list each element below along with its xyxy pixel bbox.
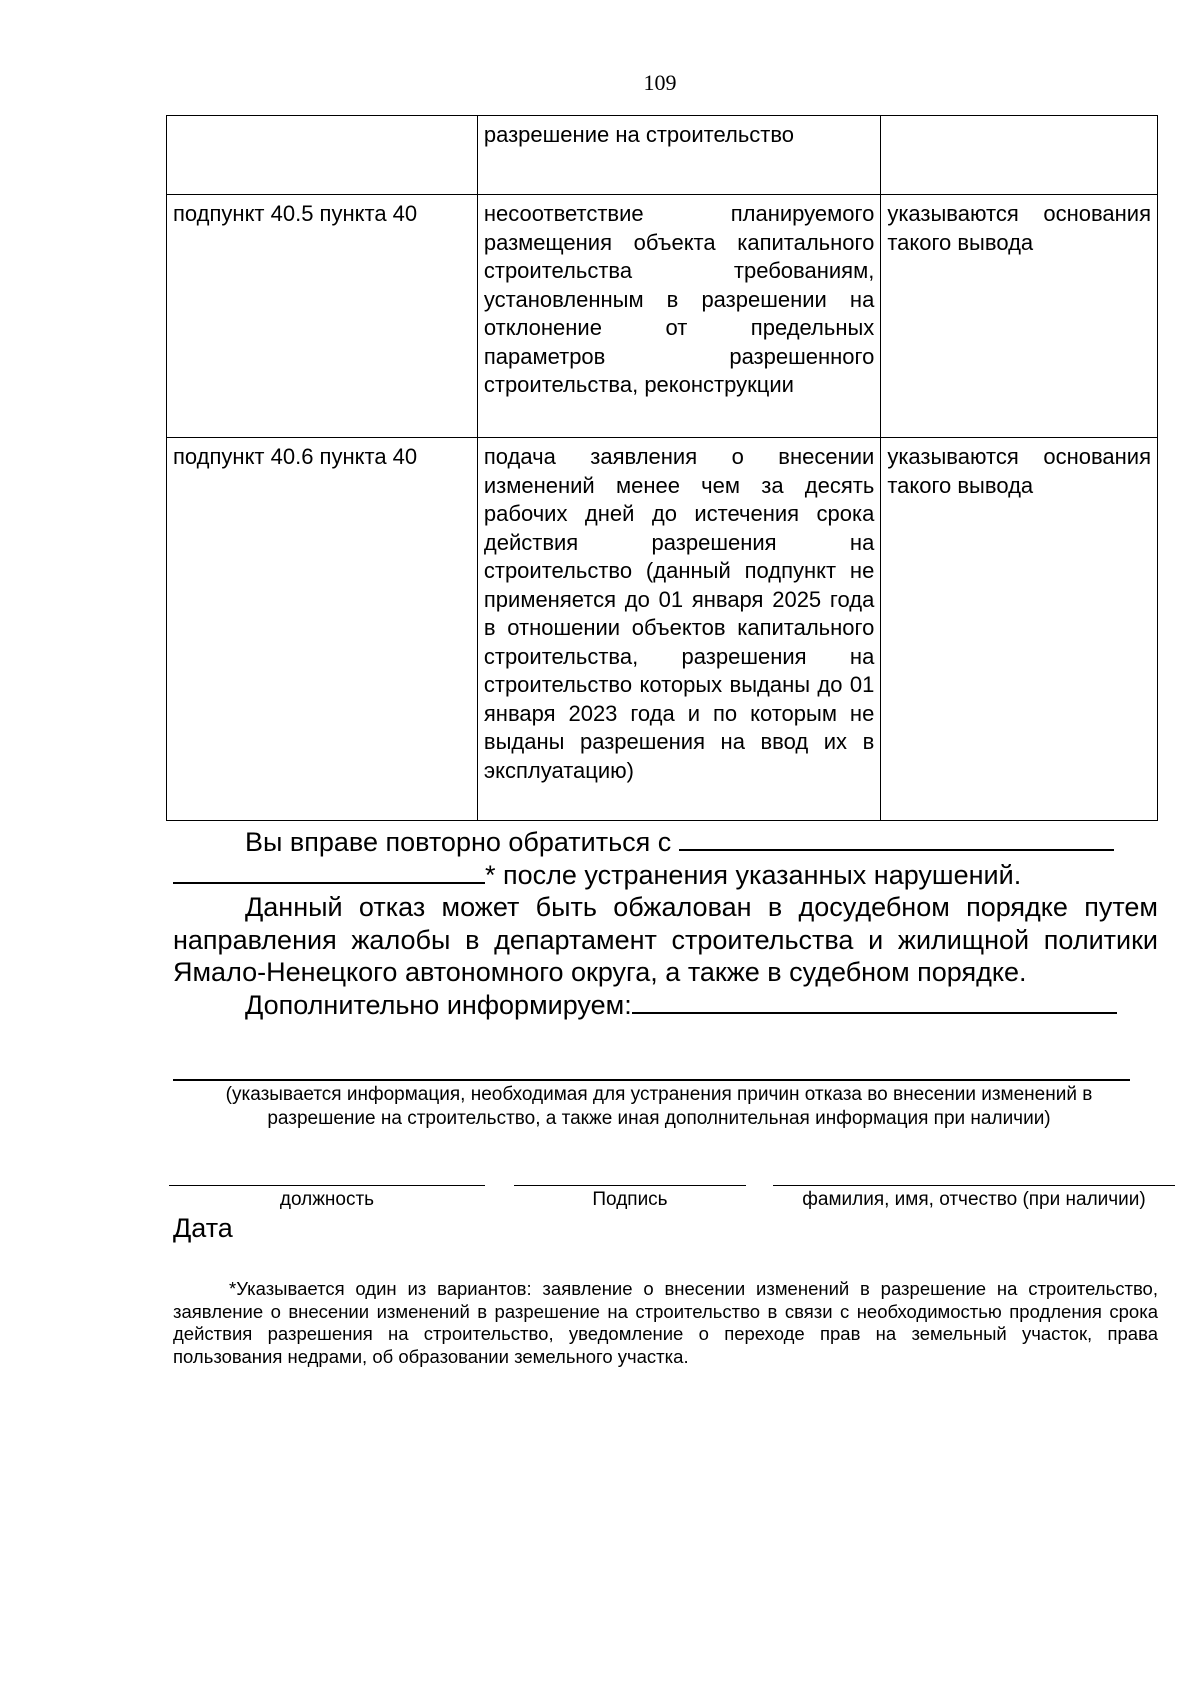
footnote: *Указывается один из вариантов: заявление о внесении изменений в разрешение на строительство, заявление о внесении изменений в разрешение на строительство в связи с необходимостью продления срока действия разрешения на строительство, уведомление о переходе прав на земельный участок, права пользования недрами, об образовании земельного участка. <box>173 1278 1158 1367</box>
appeal-paragraph: Данный отказ может быть обжалован в досудебном порядке путем направления жалобы в департамент строительства и жилищной политики Ямало-Ненецкого автономного округа, а также в судебном порядке. <box>173 892 1158 987</box>
reason-cell: разрешение на строительство <box>477 116 880 195</box>
ground-cell: подпункт 40.6 пункта 40 <box>167 438 478 821</box>
additional-hint <box>173 1083 1145 1131</box>
reason-cell: несоответствие планируемого размещения объекта капитального строительства требованиям, установленным в разрешении на отклонение от предельных параметров разрешенного строительства, реконструкции <box>477 195 880 438</box>
reapply-prefix: Вы вправе повторно обратиться с <box>245 827 672 857</box>
explanation-cell: указываются основания такого вывода <box>881 195 1158 438</box>
refusal-grounds-table <box>166 115 1158 821</box>
explanation-cell: указываются основания такого вывода <box>881 438 1158 821</box>
position-signature-line[interactable] <box>169 1185 485 1186</box>
reapply-blank[interactable] <box>679 848 1114 851</box>
additional-hint-line: разрешение на строительство, а также иная дополнительная информация при наличии) <box>267 1108 1051 1129</box>
letter-body <box>173 826 1158 1021</box>
additional-line <box>173 989 1158 1022</box>
name-label: фамилия, имя, отчество (при наличии) <box>802 1189 1146 1210</box>
ground-cell: подпункт 40.5 пункта 40 <box>167 195 478 438</box>
date-label: Дата <box>173 1213 233 1243</box>
additional-blank-line[interactable] <box>173 1079 1130 1081</box>
additional-label: Дополнительно информируем: <box>245 989 632 1020</box>
additional-hint-line: (указывается информация, необходимая для устранения причин отказа во внесении изменений в <box>225 1084 1093 1105</box>
name-signature-line[interactable] <box>773 1185 1175 1186</box>
table-row <box>167 195 1158 438</box>
reapply-continuation <box>173 859 1158 892</box>
explanation-cell <box>881 116 1158 195</box>
request-type-blank[interactable] <box>173 881 485 884</box>
table-row <box>167 116 1158 195</box>
additional-blank[interactable] <box>632 1011 1117 1014</box>
sign-signature-line[interactable] <box>514 1185 746 1186</box>
table-row <box>167 438 1158 821</box>
ground-cell <box>167 116 478 195</box>
reapply-suffix: * после устранения указанных нарушений. <box>485 859 1022 890</box>
sign-label: Подпись <box>592 1189 668 1210</box>
page-number: 109 <box>643 70 677 95</box>
reason-cell: подача заявления о внесении изменений менее чем за десять рабочих дней до истечения срока действия разрешения на строительство (данный подпункт не применяется до 01 января 2025 года в отношении объектов капитального строительства, разрешения на строительство которых выданы до 01 января 2023 года и по которым не выданы разрешения на ввод их в эксплуатацию) <box>477 438 880 821</box>
reapply-line <box>173 826 1158 859</box>
position-label: должность <box>279 1189 375 1210</box>
